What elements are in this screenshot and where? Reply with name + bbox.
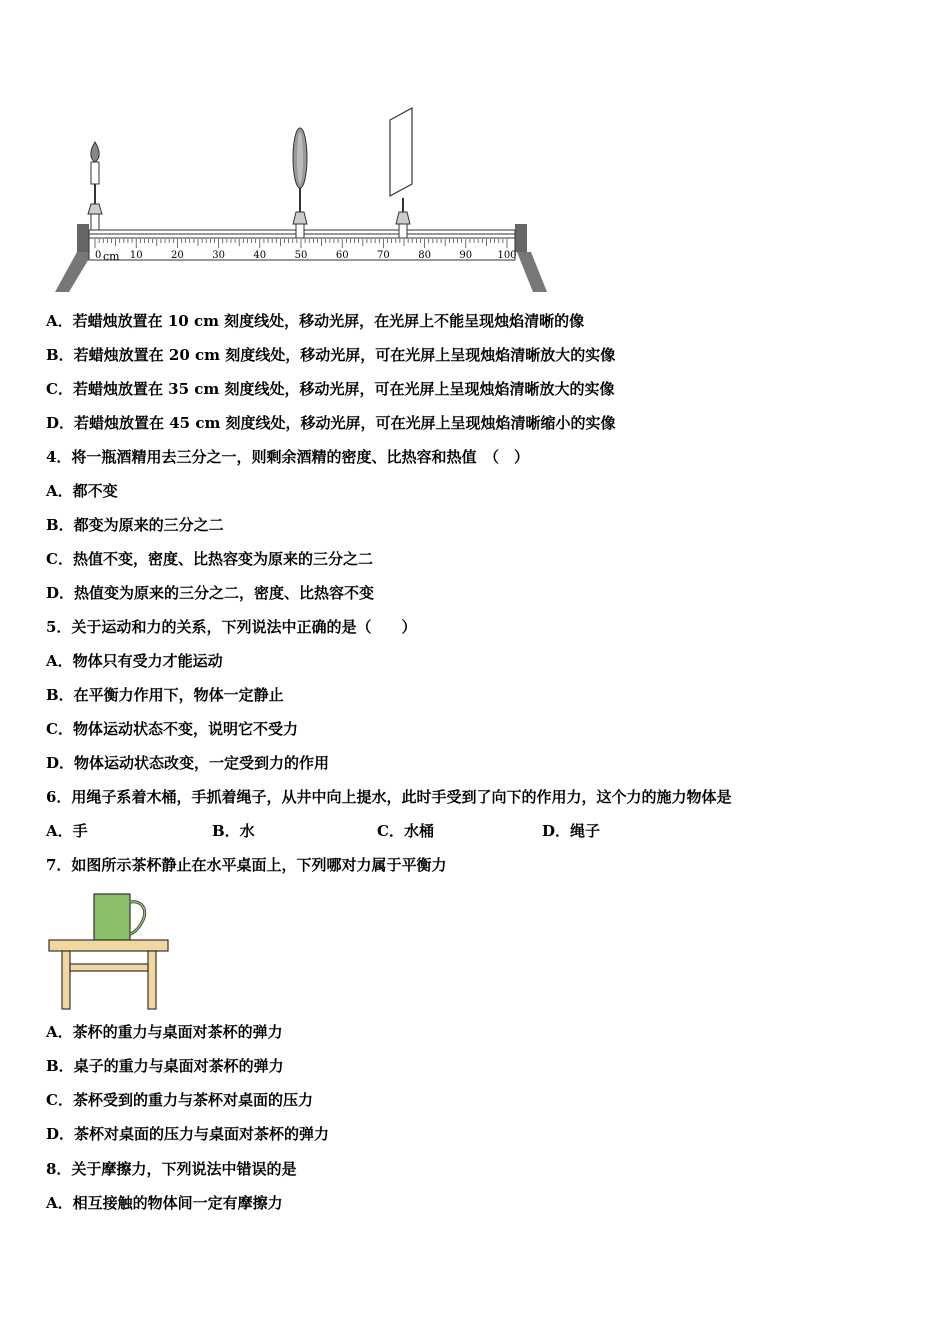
bench-right-end	[515, 224, 527, 252]
ruler-tick-label: 10	[129, 250, 143, 261]
q3-option-b: B．若蜡烛放置在 20 cm 刻度线处，移动光屏，可在光屏上呈现烛焰清晰放大的实像	[46, 346, 616, 364]
q7-option-c: C．茶杯受到的重力与茶杯对桌面的压力	[46, 1091, 313, 1109]
q7-option-a: A．茶杯的重力与桌面对茶杯的弹力	[46, 1023, 283, 1041]
table-top	[49, 940, 168, 951]
table-leg-left	[62, 951, 70, 1009]
ruler-tick-label: 20	[171, 250, 184, 261]
q6-stem: 6．用绳子系着木桶，手抓着绳子，从井中向上提水，此时手受到了向下的作用力，这个力的施力物体是	[46, 788, 732, 806]
q6-option-a: A．手	[46, 822, 88, 840]
teacup-on-table-figure	[48, 890, 173, 1012]
candle	[88, 142, 102, 230]
ruler-tick-label: 100	[497, 250, 517, 261]
q6-option-d: D．绳子	[542, 822, 601, 840]
q3-option-d: D．若蜡烛放置在 45 cm 刻度线处，移动光屏，可在光屏上呈现烛焰清晰缩小的实像	[46, 414, 616, 432]
ruler-tick-label: 70	[377, 250, 390, 261]
light-screen	[390, 108, 412, 238]
q5-option-a: A．物体只有受力才能运动	[46, 652, 223, 670]
q4-stem: 4．将一瓶酒精用去三分之一，则剩余酒精的密度、比热容和热值 （ ）	[46, 448, 529, 466]
q6-options	[46, 821, 600, 841]
ruler-unit-label: cm	[103, 250, 120, 263]
ruler-tick-label: 40	[253, 250, 267, 261]
optical-bench-figure	[55, 100, 555, 295]
q4-option-c: C．热值不变，密度、比热容变为原来的三分之二	[46, 550, 373, 568]
q7-option-b: B．桌子的重力与桌面对茶杯的弹力	[46, 1057, 284, 1075]
q8-option-a: A．相互接触的物体间一定有摩擦力	[46, 1194, 283, 1212]
q5-option-b: B．在平衡力作用下，物体一定静止	[46, 686, 284, 704]
bench-right-leg	[517, 252, 547, 292]
ruler-tick-label: 30	[212, 250, 225, 261]
convex-lens	[293, 128, 307, 238]
q5-stem: 5．关于运动和力的关系，下列说法中正确的是（ ）	[46, 618, 417, 636]
teacup	[94, 894, 130, 940]
bench-left-leg	[55, 252, 93, 292]
q8-stem: 8．关于摩擦力，下列说法中错误的是	[46, 1160, 297, 1178]
q7-option-d: D．茶杯对桌面的压力与桌面对茶杯的弹力	[46, 1125, 330, 1143]
ruler-tick-label: 0	[95, 250, 102, 261]
q3-option-a: A．若蜡烛放置在 10 cm 刻度线处，移动光屏，在光屏上不能呈现烛焰清晰的像	[46, 312, 585, 330]
ruler-tick-label: 60	[335, 250, 349, 261]
q4-option-a: A．都不变	[46, 482, 118, 500]
q3-option-c: C．若蜡烛放置在 35 cm 刻度线处，移动光屏，可在光屏上呈现烛焰清晰放大的实像	[46, 380, 615, 398]
q5-option-c: C．物体运动状态不变，说明它不受力	[46, 720, 298, 738]
ruler-tick-label: 50	[294, 250, 308, 261]
q6-option-b: B．水	[212, 822, 255, 840]
q7-stem: 7．如图所示茶杯静止在水平桌面上，下列哪对力属于平衡力	[46, 856, 447, 874]
bench-left-end	[77, 224, 89, 252]
table-leg-right	[148, 951, 156, 1009]
q6-option-c: C．水桶	[377, 822, 434, 840]
q5-option-d: D．物体运动状态改变，一定受到力的作用	[46, 754, 330, 772]
ruler-tick-label: 90	[459, 250, 473, 261]
table-rail	[70, 964, 148, 971]
q4-option-d: D．热值变为原来的三分之二，密度、比热容不变	[46, 584, 375, 602]
q4-option-b: B．都变为原来的三分之二	[46, 516, 224, 534]
ruler-tick-label: 80	[418, 250, 431, 261]
